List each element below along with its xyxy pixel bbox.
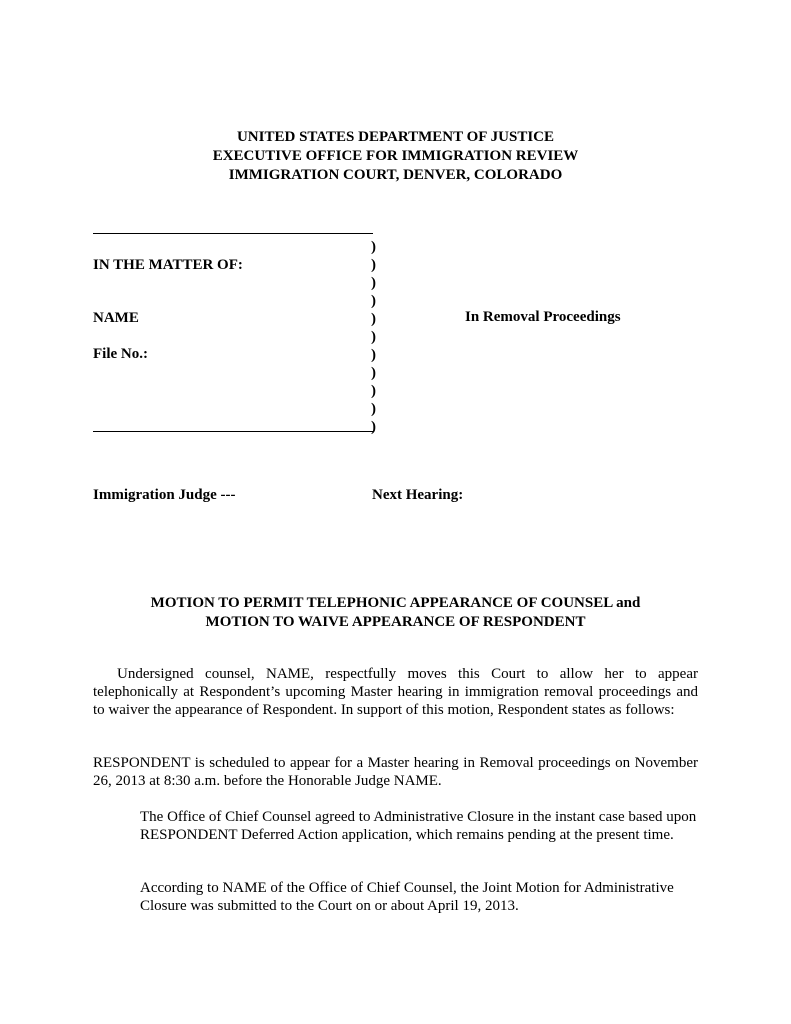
motion-title-line-2: MOTION TO WAIVE APPEARANCE OF RESPONDENT: [205, 614, 586, 630]
respondent-name-label: NAME: [93, 310, 139, 326]
caption-paren: ): [371, 347, 376, 363]
file-number-label: File No.:: [93, 346, 148, 362]
court-header: [0, 128, 791, 185]
paragraph-hearing-schedule: RESPONDENT is scheduled to appear for a Master hearing in Removal proceedings on November 26, 2013 at 8:30 a.m. before the Honorable Judge NAME.: [93, 755, 698, 789]
proceedings-type: In Removal Proceedings: [465, 309, 621, 325]
caption-paren: ): [371, 329, 376, 345]
header-line-department: UNITED STATES DEPARTMENT OF JUSTICE: [236, 129, 555, 145]
caption-paren: ): [371, 419, 376, 435]
caption-paren: ): [371, 365, 376, 381]
caption-paren: ): [371, 293, 376, 309]
caption-paren: ): [371, 401, 376, 417]
immigration-judge-label: Immigration Judge ---: [93, 487, 236, 503]
paragraph-administrative-closure: The Office of Chief Counsel agreed to Administrative Closure in the instant case based upon RESPONDENT Deferred Action application, which remains pending at the present time.: [140, 809, 697, 843]
caption-bottom-rule: [93, 431, 373, 432]
matter-label: IN THE MATTER OF:: [93, 257, 243, 273]
caption-paren: ): [371, 383, 376, 399]
header-line-office: EXECUTIVE OFFICE FOR IMMIGRATION REVIEW: [212, 148, 579, 164]
caption-parenthesis-column: [371, 238, 376, 436]
motion-title: [0, 594, 791, 632]
header-line-court: IMMIGRATION COURT, DENVER, COLORADO: [228, 167, 563, 183]
caption-paren: ): [371, 257, 376, 273]
paragraph-joint-motion: According to NAME of the Office of Chief Counsel, the Joint Motion for Administrative Closure was submitted to the Court on or about April 19, 2013.: [140, 880, 674, 914]
intro-paragraph: Undersigned counsel, NAME, respectfully moves this Court to allow her to appear telephonically at Respondent’s upcoming Master hearing in immigration removal proceedings and to waiver the appearance of Respondent. In support of this motion, Respondent states as follows:: [93, 666, 698, 718]
caption-paren: ): [371, 311, 376, 327]
caption-paren: ): [371, 239, 376, 255]
motion-title-line-1: MOTION TO PERMIT TELEPHONIC APPEARANCE OF COUNSEL and: [150, 595, 641, 611]
next-hearing-label: Next Hearing:: [372, 487, 464, 503]
caption-paren: ): [371, 275, 376, 291]
caption-top-rule: [93, 233, 373, 234]
